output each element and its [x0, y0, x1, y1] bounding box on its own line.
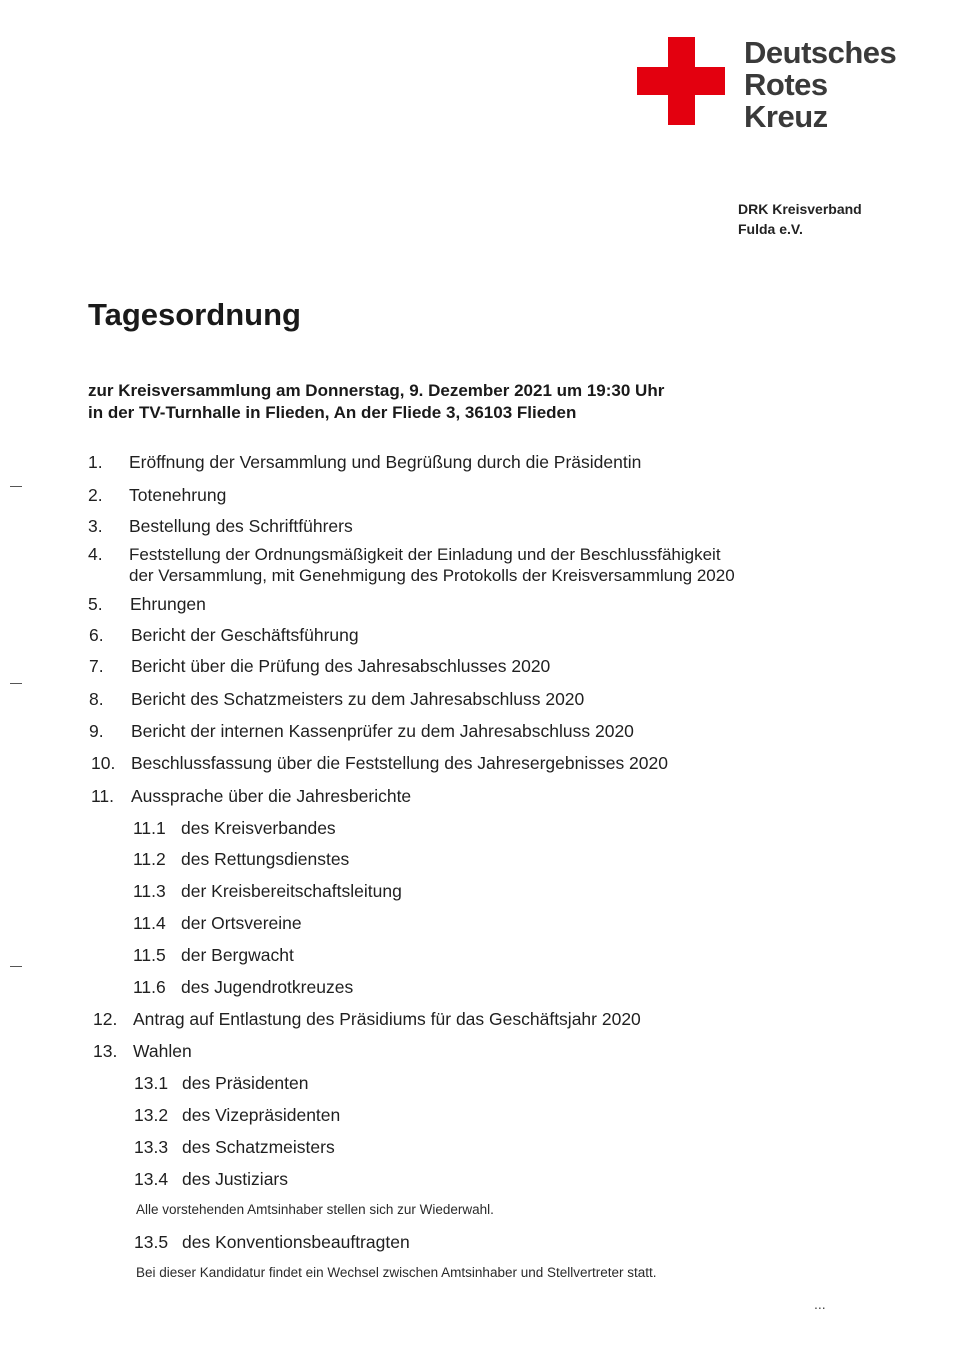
item-number: 3. [88, 516, 103, 536]
item-number: 5. [88, 594, 103, 614]
subitem-number: 11.3 [133, 881, 166, 901]
item-text: Aussprache über die Jahresberichte [131, 786, 412, 806]
item-number: 7. [89, 656, 104, 676]
item-number: 2. [88, 485, 103, 505]
subitem-number: 11.1 [133, 818, 166, 838]
subitem-text: des Jugendrotkreuzes [181, 977, 354, 997]
subitem-number: 11.2 [133, 849, 166, 869]
logo-line-2: Rotes [744, 67, 828, 102]
margin-mark [10, 683, 22, 684]
item-text: Feststellung der Ordnungsmäßigkeit der Einladung und der Beschlussfähigkeit [129, 545, 721, 564]
subitem-text: der Kreisbereitschaftsleitung [181, 881, 402, 901]
item-text: Totenehrung [129, 485, 227, 505]
org-line-2: Fulda e.V. [738, 221, 803, 237]
subitem-text: des Präsidenten [182, 1073, 309, 1093]
continuation-mark: ... [814, 1296, 826, 1312]
candidacy-note: Bei dieser Kandidatur findet ein Wechsel zwischen Amtsinhaber und Stellvertreter statt. [136, 1265, 657, 1280]
subitem-text: des Rettungsdienstes [181, 849, 350, 869]
item-number: 12. [93, 1009, 118, 1029]
org-line-1: DRK Kreisverband [738, 201, 862, 217]
red-cross-icon-bar [637, 67, 725, 95]
subitem-text: der Ortsvereine [181, 913, 302, 933]
item-number: 13. [93, 1041, 118, 1061]
item-text: Beschlussfassung über die Feststellung des Jahresergebnisses 2020 [131, 753, 668, 773]
subitem-text: des Konventionsbeauftragten [182, 1232, 410, 1252]
item-number: 10. [91, 753, 116, 773]
reelection-note: Alle vorstehenden Amtsinhaber stellen sich zur Wiederwahl. [136, 1202, 494, 1217]
item-text: Bericht der internen Kassenprüfer zu dem Jahresabschluss 2020 [131, 721, 634, 741]
meeting-details [88, 380, 664, 424]
subitem-number: 11.4 [133, 913, 166, 933]
item-text: Ehrungen [130, 594, 206, 614]
subitem-text: des Justiziars [182, 1169, 289, 1189]
logo-wordmark [744, 37, 896, 133]
margin-mark [10, 486, 22, 487]
subitem-number: 13.3 [134, 1137, 169, 1157]
subitem-text: des Kreisverbandes [181, 818, 336, 838]
subitem-text: des Schatzmeisters [182, 1137, 335, 1157]
organization-name [738, 199, 862, 239]
meeting-date-line: zur Kreisversammlung am Donnerstag, 9. Dezember 2021 um 19:30 Uhr [88, 381, 665, 400]
item-number: 11. [91, 786, 115, 806]
drk-logo [637, 37, 917, 137]
item-text: Eröffnung der Versammlung und Begrüßung durch die Präsidentin [129, 452, 642, 472]
item-text: Bestellung des Schriftführers [129, 516, 353, 536]
subitem-text: der Bergwacht [181, 945, 294, 965]
meeting-location-line: in der TV-Turnhalle in Flieden, An der Fliede 3, 36103 Flieden [88, 403, 577, 422]
subitem-text: des Vizepräsidenten [182, 1105, 341, 1125]
subitem-number: 11.6 [133, 977, 166, 997]
item-text: Bericht der Geschäftsführung [131, 625, 359, 645]
subitem-number: 13.1 [134, 1073, 169, 1093]
subitem-number: 13.5 [134, 1232, 169, 1252]
margin-mark [10, 966, 22, 967]
item-text: Bericht über die Prüfung des Jahresabschlusses 2020 [131, 656, 551, 676]
logo-line-1: Deutsches [744, 35, 897, 70]
item-number: 1. [88, 452, 103, 472]
item-number: 8. [89, 689, 104, 709]
item-number: 9. [89, 721, 104, 741]
subitem-number: 13.2 [134, 1105, 169, 1125]
item-number: 4. [88, 544, 103, 564]
item-text-continued: der Versammlung, mit Genehmigung des Protokolls der Kreisversammlung 2020 [129, 566, 735, 585]
item-number: 6. [89, 625, 104, 645]
page-title: Tagesordnung [88, 297, 301, 332]
item-text: Wahlen [133, 1041, 192, 1061]
item-text: Bericht des Schatzmeisters zu dem Jahresabschluss 2020 [131, 689, 585, 709]
item-text: Antrag auf Entlastung des Präsidiums für das Geschäftsjahr 2020 [133, 1009, 641, 1029]
logo-line-3: Kreuz [744, 99, 828, 134]
subitem-number: 11.5 [133, 945, 166, 965]
subitem-number: 13.4 [134, 1169, 169, 1189]
